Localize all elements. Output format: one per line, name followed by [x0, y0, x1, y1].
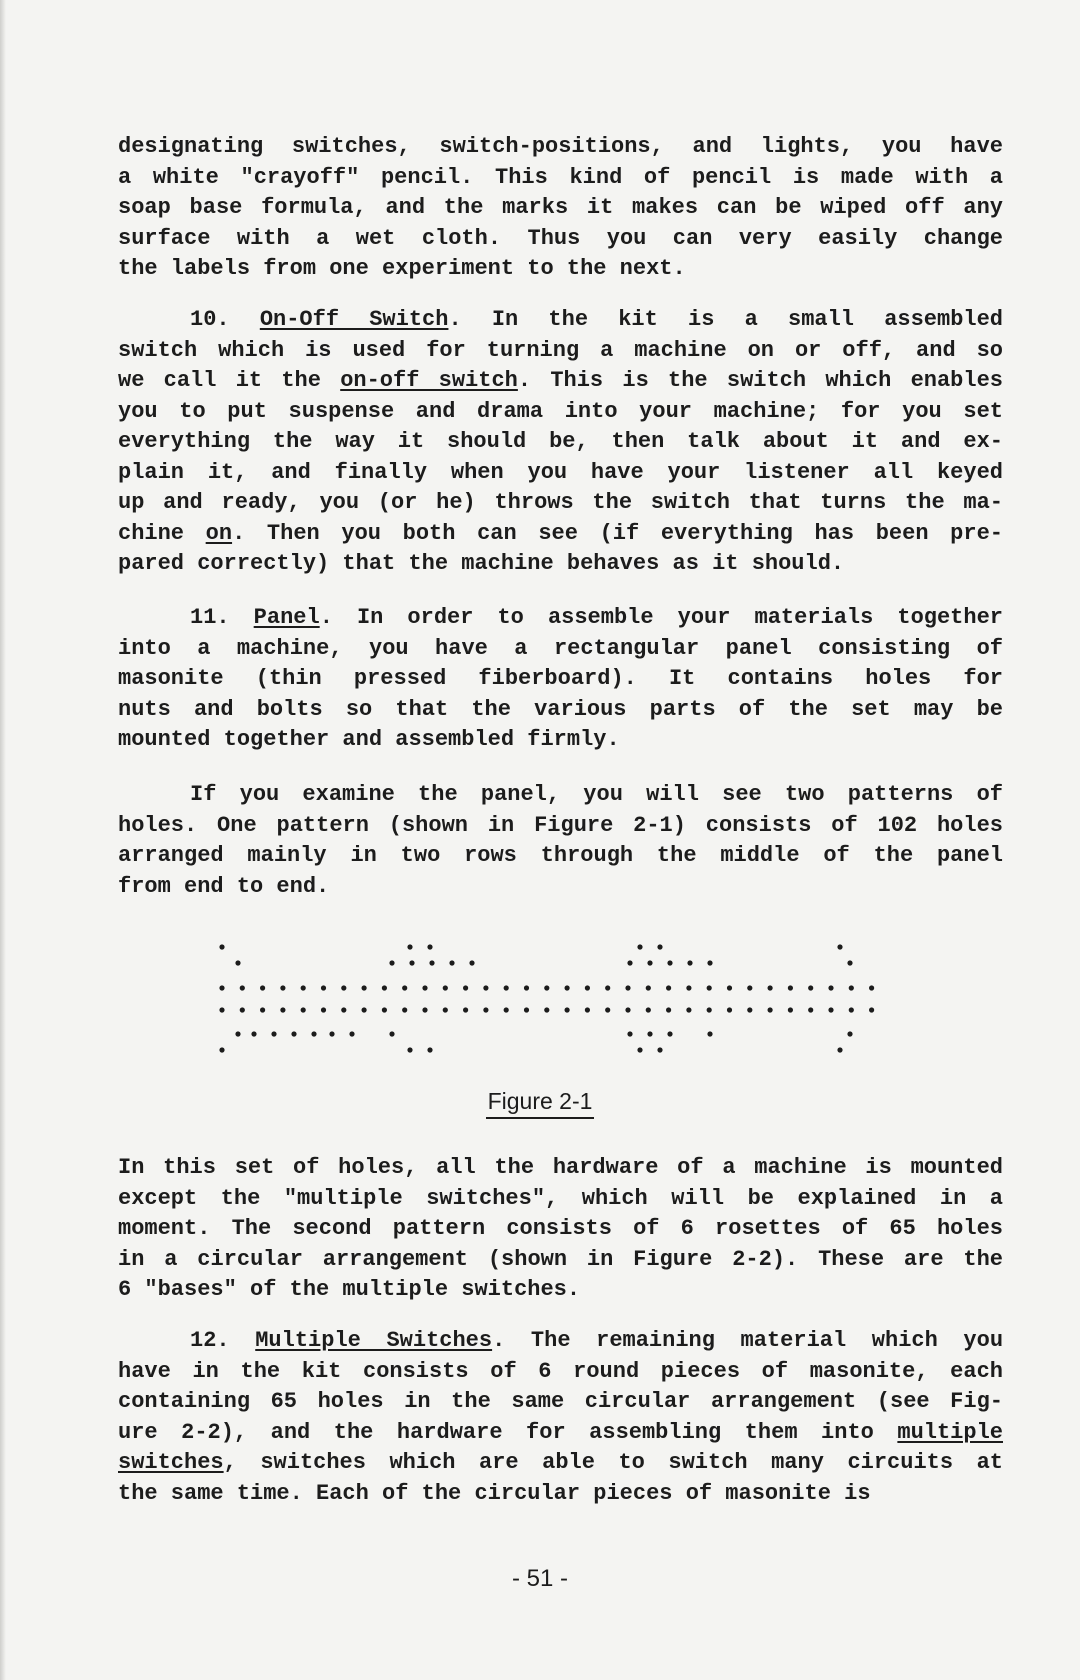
panel-hole	[483, 985, 488, 990]
panel-hole	[407, 944, 412, 949]
panel-hole	[637, 944, 642, 949]
panel-hole	[443, 985, 448, 990]
panel-hole	[657, 1047, 662, 1052]
text-line: designating switches, switch-positions, and lights, you have	[118, 134, 1003, 159]
text-line: 6 "bases" of the multiple switches.	[118, 1277, 581, 1302]
panel-hole	[869, 1007, 874, 1012]
panel-hole	[585, 1007, 590, 1012]
panel-hole	[847, 1031, 852, 1036]
panel-hole	[625, 985, 630, 990]
panel-hole	[251, 1031, 256, 1036]
panel-hole	[382, 1007, 387, 1012]
panel-hole	[341, 1007, 346, 1012]
figure-caption-text: Figure 2-1	[486, 1088, 595, 1119]
text-line	[118, 603, 1003, 634]
panel-hole	[627, 1031, 632, 1036]
panel-hole	[504, 1007, 509, 1012]
panel-hole	[686, 985, 691, 990]
section-number: 11.	[190, 605, 230, 630]
paragraph-panel	[118, 603, 1003, 756]
panel-hole	[565, 985, 570, 990]
panel-hole	[828, 1007, 833, 1012]
panel-hole	[707, 1031, 712, 1036]
text-fragment: chine	[118, 520, 206, 546]
text-fragment: . In order to assemble your materials together	[319, 605, 1003, 630]
text-line: from end to end.	[118, 873, 330, 899]
panel-hole	[271, 1031, 276, 1036]
text-line: everything the way it should be, then talk about it and ex-	[118, 429, 1003, 454]
panel-hole	[707, 1007, 712, 1012]
text-fragment: . This is the switch which enables	[517, 368, 1003, 393]
panel-hole	[657, 944, 662, 949]
panel-hole	[808, 985, 813, 990]
text-line: have in the kit consists of 6 round pieces of masonite, each	[118, 1358, 1003, 1384]
text-line: masonite (thin pressed fiberboard). It contains holes for	[118, 666, 1003, 691]
section-heading: On-Off Switch	[259, 307, 449, 332]
panel-hole	[449, 960, 454, 965]
panel-hole	[280, 1007, 285, 1012]
panel-hole	[808, 1007, 813, 1012]
text-line	[118, 519, 1003, 550]
panel-hole	[869, 985, 874, 990]
text-line: up and ready, you (or he) throws the switch that turns the ma-	[118, 490, 1003, 515]
text-line: soap base formula, and the marks it makes can be wiped off any	[118, 195, 1003, 220]
panel-hole	[235, 960, 240, 965]
panel-hole	[646, 1007, 651, 1012]
panel-hole	[847, 960, 852, 965]
text-line: containing 65 holes in the same circular arrangement (see Fig-	[118, 1389, 1003, 1414]
panel-hole	[687, 960, 692, 965]
underlined-term: multiple	[897, 1419, 1003, 1445]
paragraph-crayoff-pencil	[118, 132, 1003, 285]
panel-hole	[667, 1031, 672, 1036]
text-line	[118, 1326, 1003, 1357]
panel-hole	[219, 985, 224, 990]
text-line: surface with a wet cloth. Thus you can very easily change	[118, 225, 1003, 251]
panel-hole	[768, 1007, 773, 1012]
text-fragment: . Then you both can see (if everything has been pre-	[232, 520, 1003, 546]
paragraph-multiple-switches	[118, 1326, 1003, 1509]
paragraph-hole-patterns	[118, 780, 1003, 902]
text-line: you to put suspense and drama into your machine; for you set	[118, 398, 1003, 424]
text-line: nuts and bolts so that the various parts of the set may be	[118, 696, 1003, 722]
panel-hole	[627, 960, 632, 965]
panel-hole	[768, 985, 773, 990]
text-line: plain it, and finally when you have your listener all keyed	[118, 459, 1003, 485]
panel-hole	[605, 1007, 610, 1012]
text-line: into a machine, you have a rectangular panel consisting of	[118, 635, 1003, 661]
text-line: mounted together and assembled firmly.	[118, 727, 620, 752]
text-line: holes. One pattern (shown in Figure 2-1) consists of 102 holes	[118, 812, 1003, 838]
panel-hole	[585, 985, 590, 990]
panel-hole	[747, 1007, 752, 1012]
panel-hole	[382, 985, 387, 990]
panel-hole	[788, 985, 793, 990]
panel-hole	[260, 1007, 265, 1012]
text-line: the labels from one experiment to the next.	[118, 256, 686, 281]
panel-hole	[524, 1007, 529, 1012]
text-line: a white "crayoff" pencil. This kind of pencil is made with a	[118, 164, 1003, 190]
panel-hole	[483, 1007, 488, 1012]
panel-hole	[666, 985, 671, 990]
section-number: 12.	[190, 1328, 230, 1353]
figure-caption	[0, 1088, 1080, 1115]
panel-hole	[625, 1007, 630, 1012]
panel-hole	[427, 944, 432, 949]
panel-hole	[788, 1007, 793, 1012]
panel-hole	[402, 1007, 407, 1012]
panel-hole	[605, 985, 610, 990]
text-line: in a circular arrangement (shown in Figure 2-2). These are the	[118, 1246, 1003, 1272]
text-line: arranged mainly in two rows through the middle of the panel	[118, 843, 1003, 868]
panel-hole	[544, 1007, 549, 1012]
panel-hole	[362, 1007, 367, 1012]
panel-hole	[727, 985, 732, 990]
panel-hole	[362, 985, 367, 990]
panel-hole	[301, 1007, 306, 1012]
underlined-term: on-off switch	[340, 368, 518, 393]
panel-hole	[422, 985, 427, 990]
panel-hole	[402, 985, 407, 990]
panel-hole	[666, 1007, 671, 1012]
panel-hole	[389, 1031, 394, 1036]
panel-hole	[524, 985, 529, 990]
text-fragment: , switches which are able to switch many circuits at	[223, 1450, 1003, 1475]
text-line: In this set of holes, all the hardware of a machine is mounted	[118, 1155, 1003, 1180]
text-line	[118, 1448, 1003, 1479]
panel-hole	[647, 1031, 652, 1036]
text-line: switch which is used for turning a machine on or off, and so	[118, 337, 1003, 363]
panel-hole	[349, 1031, 354, 1036]
panel-hole	[707, 960, 712, 965]
section-heading: Panel	[253, 605, 320, 630]
panel-hole	[544, 985, 549, 990]
panel-hole	[469, 960, 474, 965]
panel-hole	[647, 960, 652, 965]
panel-hole	[341, 985, 346, 990]
panel-hole	[463, 985, 468, 990]
text-line	[118, 305, 1003, 336]
panel-hole	[301, 985, 306, 990]
panel-hole	[407, 1047, 412, 1052]
panel-hole	[427, 1047, 432, 1052]
figure-hole-pattern	[210, 930, 910, 1070]
section-number: 10.	[190, 307, 230, 332]
text-line: pared correctly) that the machine behaves as it should.	[118, 551, 845, 576]
text-line: moment. The second pattern consists of 6 rosettes of 65 holes	[118, 1216, 1003, 1241]
panel-hole	[837, 944, 842, 949]
text-line: except the "multiple switches", which will be explained in a	[118, 1185, 1003, 1211]
panel-hole	[409, 960, 414, 965]
panel-hole	[311, 1031, 316, 1036]
page-number: - 51 -	[511, 1565, 568, 1592]
panel-hole	[443, 1007, 448, 1012]
text-fragment: ure 2-2), and the hardware for assembling them into	[118, 1419, 898, 1445]
panel-hole	[707, 985, 712, 990]
text-line	[118, 366, 1003, 397]
panel-hole	[429, 960, 434, 965]
panel-hole	[837, 1047, 842, 1052]
page-edge-shadow	[0, 0, 6, 1680]
text-fragment: . In the kit is a small assembled	[448, 307, 1004, 332]
panel-hole	[280, 985, 285, 990]
panel-hole	[240, 1007, 245, 1012]
panel-hole	[422, 1007, 427, 1012]
text-line	[118, 1418, 1003, 1449]
text-fragment: we call it the	[118, 368, 341, 393]
panel-hole	[667, 960, 672, 965]
underlined-term: on	[205, 520, 233, 546]
panel-hole	[565, 1007, 570, 1012]
panel-hole	[291, 1031, 296, 1036]
panel-hole	[219, 1047, 224, 1052]
panel-hole	[329, 1031, 334, 1036]
panel-hole	[260, 985, 265, 990]
text-line: the same time. Each of the circular pieces of masonite is	[118, 1480, 871, 1506]
panel-hole	[463, 1007, 468, 1012]
panel-hole	[637, 1047, 642, 1052]
panel-hole	[321, 1007, 326, 1012]
panel-hole	[849, 1007, 854, 1012]
underlined-term: switches	[118, 1450, 224, 1475]
paragraph-hardware-mounting	[118, 1153, 1003, 1306]
panel-hole	[389, 960, 394, 965]
panel-hole	[849, 985, 854, 990]
panel-hole	[240, 985, 245, 990]
paragraph-on-off-switch	[118, 305, 1003, 580]
text-line: If you examine the panel, you will see two patterns of	[190, 782, 1003, 807]
panel-hole	[321, 985, 326, 990]
section-heading: Multiple Switches	[255, 1328, 493, 1353]
panel-hole	[828, 985, 833, 990]
text-fragment: . The remaining material which you	[492, 1328, 1004, 1353]
panel-hole	[235, 1031, 240, 1036]
panel-hole	[686, 1007, 691, 1012]
panel-hole	[646, 985, 651, 990]
panel-hole	[504, 985, 509, 990]
panel-hole	[219, 944, 224, 949]
panel-hole	[727, 1007, 732, 1012]
panel-hole	[219, 1007, 224, 1012]
panel-hole	[747, 985, 752, 990]
